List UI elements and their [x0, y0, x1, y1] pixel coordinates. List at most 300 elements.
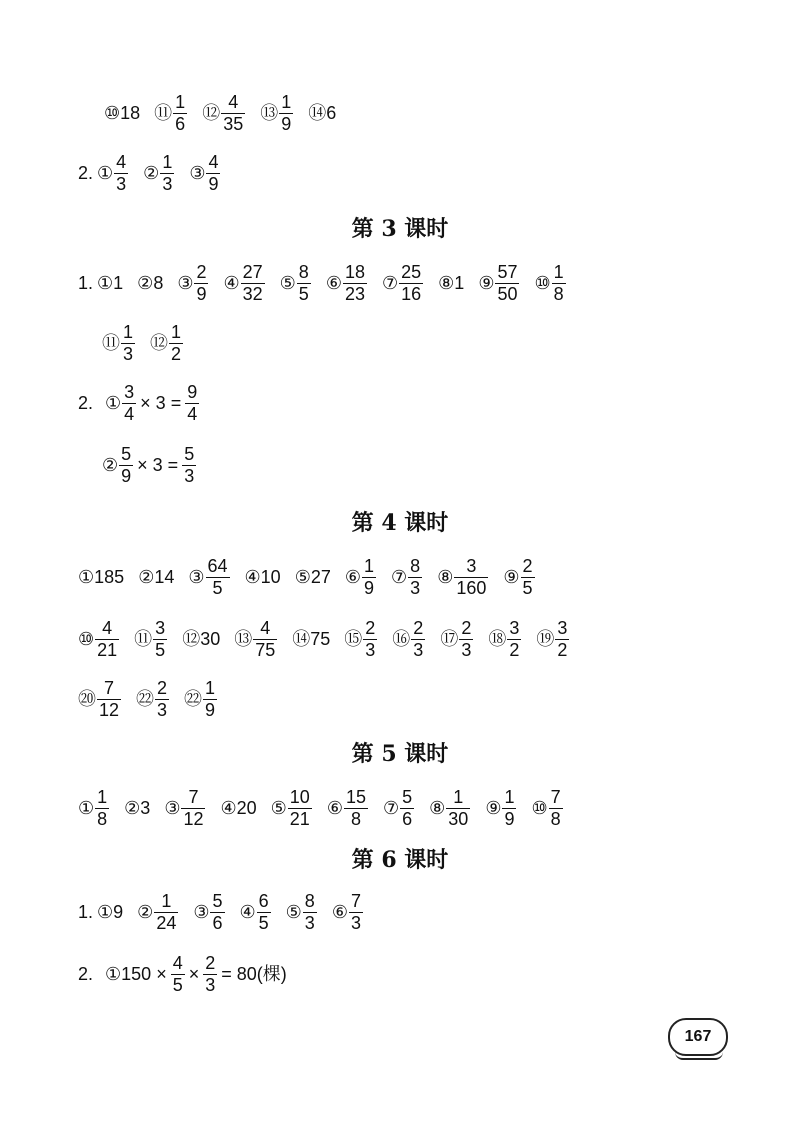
circled-number: ①: [105, 393, 122, 414]
numerator: 1: [123, 322, 134, 342]
fraction: [241, 262, 265, 305]
numerator: 3: [509, 618, 520, 638]
denominator: 160: [456, 577, 487, 598]
answer-value: 10: [260, 567, 281, 588]
answer-value: 75: [310, 629, 331, 650]
numerator: 4: [116, 152, 127, 172]
numerator: 1: [162, 152, 173, 172]
circled-number: ③: [193, 902, 210, 923]
circled-number: ⑬: [260, 103, 279, 124]
circled-number: ⑫: [182, 629, 201, 650]
numerator: 1: [364, 556, 375, 576]
section-heading-lesson-5: 第 5 课时: [351, 741, 449, 767]
denominator: 2: [557, 639, 568, 660]
fraction: [185, 382, 199, 425]
numerator: 2: [196, 262, 207, 282]
denominator: 2: [509, 639, 520, 660]
numerator: 2: [157, 678, 168, 698]
fraction: [495, 262, 519, 305]
denominator: 4: [187, 403, 198, 424]
answer-row-11: [78, 891, 378, 934]
numerator: 1: [171, 322, 182, 342]
denominator: 5: [212, 577, 223, 598]
denominator: 8: [550, 808, 561, 829]
numerator: 10: [289, 787, 310, 807]
section-heading-lesson-3: 第 3 课时: [351, 216, 449, 242]
denominator: 9: [121, 465, 132, 486]
section-heading-lesson-6: 第 6 课时: [351, 847, 449, 873]
fraction: [182, 444, 196, 487]
circled-number: ①: [78, 567, 95, 588]
circled-number: ⑫: [202, 103, 221, 124]
numerator: 1: [175, 92, 186, 112]
answer-item: [280, 262, 312, 305]
answer-item: [392, 618, 426, 661]
fraction: [344, 787, 368, 830]
fraction: [95, 787, 109, 830]
answer-row-10: [78, 787, 578, 830]
answer-item: [503, 556, 535, 599]
numerator: 6: [258, 891, 269, 911]
question-number: 1.: [78, 902, 94, 923]
fraction: [181, 787, 205, 830]
denominator: 3: [350, 912, 361, 933]
answer-item: [332, 891, 364, 934]
circled-number: ⑧: [438, 273, 455, 294]
question-number: 1.: [78, 273, 94, 294]
answer-item: [78, 787, 110, 830]
answer-item: [104, 104, 140, 122]
answer-item: [138, 568, 174, 586]
fraction: [154, 891, 178, 934]
circled-number: ⑩: [78, 629, 95, 650]
page-number-badge: 167: [668, 1018, 728, 1056]
numerator: 7: [550, 787, 561, 807]
circled-number: ①: [97, 273, 114, 294]
fraction: [210, 891, 224, 934]
denominator: 5: [172, 974, 183, 995]
fraction: [171, 953, 185, 996]
denominator: 30: [448, 808, 469, 829]
denominator: 21: [97, 639, 118, 660]
denominator: 3: [162, 173, 173, 194]
numerator: 57: [497, 262, 518, 282]
numerator: 1: [205, 678, 216, 698]
denominator: 9: [205, 699, 216, 720]
fraction: [114, 152, 128, 195]
fraction: [408, 556, 422, 599]
numerator: 5: [121, 444, 132, 464]
fraction: [97, 678, 121, 721]
denominator: 3: [184, 465, 195, 486]
answer-row-8: [78, 618, 584, 661]
answer-item: [534, 262, 566, 305]
circled-number: ⑪: [134, 629, 153, 650]
numerator: 4: [260, 618, 271, 638]
circled-number: ⑯: [392, 629, 411, 650]
circled-number: ②: [143, 163, 160, 184]
denominator: 3: [410, 577, 421, 598]
circled-number: ⑤: [285, 902, 302, 923]
circled-number: ⑨: [485, 798, 502, 819]
question-number: 2.: [78, 964, 94, 985]
circled-number: ④: [220, 798, 237, 819]
answer-item: [154, 92, 188, 135]
circled-number: ⑨: [503, 567, 520, 588]
numerator: 3: [557, 618, 568, 638]
circled-number: ④: [223, 273, 240, 294]
numerator: 27: [242, 262, 263, 282]
denominator: 24: [156, 912, 177, 933]
fraction: [253, 618, 277, 661]
answer-value: 185: [94, 567, 125, 588]
fraction: [362, 556, 376, 599]
circled-number: ③: [189, 163, 206, 184]
answer-item: [136, 678, 170, 721]
answer-row-2: [78, 152, 235, 195]
numerator: 5: [212, 891, 223, 911]
answer-item: [260, 92, 294, 135]
numerator: 9: [187, 382, 198, 402]
answer-item: [193, 891, 225, 934]
numerator: 15: [345, 787, 366, 807]
fraction: [221, 92, 245, 135]
numerator: 1: [97, 787, 108, 807]
answer-value: 1: [454, 273, 465, 294]
numerator: 7: [104, 678, 115, 698]
circled-number: ⑥: [344, 567, 362, 588]
circled-number: ⑦: [381, 273, 399, 294]
denominator: 4: [124, 403, 135, 424]
circled-number: ⑤: [294, 567, 311, 588]
denominator: 12: [99, 699, 120, 720]
circled-number: ⑩: [104, 103, 121, 124]
fraction: [288, 787, 312, 830]
answer-item: [383, 787, 415, 830]
fraction: [119, 444, 133, 487]
circled-number: ①: [78, 798, 95, 819]
numerator: 8: [410, 556, 421, 576]
circled-number: ⑥: [326, 798, 343, 819]
numerator: 3: [466, 556, 477, 576]
answer-item: [164, 787, 206, 830]
circled-number: ④: [244, 567, 261, 588]
circled-number: ⑤: [279, 273, 296, 294]
fraction: [153, 618, 167, 661]
fraction: [343, 262, 367, 305]
numerator: 3: [124, 382, 135, 402]
fraction: [303, 891, 317, 934]
answer-item: [143, 152, 175, 195]
numerator: 4: [172, 953, 183, 973]
numerator: 2: [205, 953, 216, 973]
denominator: 6: [175, 113, 186, 134]
answer-item: [134, 618, 168, 661]
numerator: 1: [504, 787, 515, 807]
answer-item: [150, 322, 184, 365]
circled-number: ②: [124, 798, 141, 819]
numerator: 18: [344, 262, 365, 282]
denominator: 3: [365, 639, 376, 660]
fraction: [399, 262, 423, 305]
numerator: 1: [161, 891, 172, 911]
fraction: [155, 678, 169, 721]
circled-number: ⑭: [292, 629, 311, 650]
answer-item: [137, 891, 179, 934]
fraction: [411, 618, 425, 661]
circled-number: ⑱: [488, 629, 507, 650]
fraction: [194, 262, 208, 305]
fraction: [349, 891, 363, 934]
circled-number: ⑬: [234, 629, 253, 650]
answer-item: [308, 104, 336, 122]
circled-number: ⑦: [383, 798, 400, 819]
numerator: 2: [365, 618, 376, 638]
circled-number: ⑥: [325, 273, 342, 294]
answer-value: 8: [153, 273, 164, 294]
answer-item: [345, 556, 377, 599]
circled-number: ①: [105, 964, 122, 985]
answer-row-9: [78, 678, 232, 721]
denominator: 3: [413, 639, 424, 660]
denominator: 9: [281, 113, 292, 134]
answer-row-3: [78, 262, 581, 305]
denominator: 50: [497, 283, 518, 304]
answer-value: 30: [200, 629, 221, 650]
fraction: [555, 618, 569, 661]
fraction: [279, 92, 293, 135]
circled-number: ⑩: [534, 273, 551, 294]
circled-number: ⑳: [78, 689, 96, 710]
answer-item: [286, 891, 318, 934]
answer-value: 14: [154, 567, 175, 588]
denominator: 6: [212, 912, 223, 933]
fraction: [203, 678, 217, 721]
answer-item: [531, 787, 563, 830]
operator-text: × 3 =: [137, 455, 179, 476]
circled-number: ①: [97, 163, 114, 184]
denominator: 5: [522, 577, 533, 598]
fraction: [160, 152, 174, 195]
denominator: 35: [223, 113, 244, 134]
numerator: 7: [350, 891, 361, 911]
denominator: 9: [364, 577, 375, 598]
expression-lead: 150 ×: [121, 964, 167, 985]
denominator: 5: [258, 912, 269, 933]
numerator: 7: [188, 787, 199, 807]
circled-number: ⑲: [536, 629, 555, 650]
answer-item: [327, 787, 369, 830]
fraction: [459, 618, 473, 661]
denominator: 3: [123, 343, 134, 364]
circled-number: ②: [102, 455, 119, 476]
circled-number: ⑤: [270, 798, 287, 819]
fraction: [521, 556, 535, 599]
circled-number: ⑮: [344, 629, 363, 650]
answer-item: [440, 618, 474, 661]
circled-number: ⑥: [331, 902, 348, 923]
fraction: [206, 556, 230, 599]
circled-number: ⑰: [440, 629, 459, 650]
answer-item: [478, 262, 520, 305]
answer-value: 18: [120, 103, 141, 124]
answer-item: [182, 630, 220, 648]
answer-value: 3: [140, 798, 151, 819]
question-number: 2.: [78, 393, 94, 414]
answer-item: [78, 678, 122, 721]
section-heading-lesson-4: 第 4 课时: [351, 510, 449, 536]
circled-number: ⑩: [531, 798, 548, 819]
answer-value: 9: [113, 902, 124, 923]
answer-item: [271, 787, 313, 830]
fraction: [173, 92, 187, 135]
fraction: [507, 618, 521, 661]
answer-item: [295, 568, 331, 586]
denominator: 6: [402, 808, 413, 829]
denominator: 32: [242, 283, 263, 304]
numerator: 2: [461, 618, 472, 638]
answer-row-12: [78, 953, 287, 996]
fraction: [400, 787, 414, 830]
fraction: [502, 787, 516, 830]
circled-number: ③: [164, 798, 181, 819]
denominator: 21: [289, 808, 310, 829]
denominator: 3: [304, 912, 315, 933]
denominator: 8: [97, 808, 108, 829]
numerator: 8: [304, 891, 315, 911]
operator-text: × 3 =: [140, 393, 182, 414]
fraction: [297, 262, 311, 305]
circled-number: ⑭: [308, 103, 327, 124]
answer-item: [97, 903, 123, 921]
numerator: 4: [208, 152, 219, 172]
expression-result: = 80(棵): [221, 964, 287, 985]
numerator: 8: [298, 262, 309, 282]
circled-number: ⑧: [429, 798, 446, 819]
circled-number: ㉒: [136, 689, 155, 710]
answer-item: [189, 152, 221, 195]
answer-item: [240, 891, 272, 934]
denominator: 2: [171, 343, 182, 364]
circled-number: ③: [177, 273, 194, 294]
numerator: 3: [155, 618, 166, 638]
fraction: [122, 382, 136, 425]
answer-row-6: [102, 444, 197, 487]
numerator: 5: [402, 787, 413, 807]
answer-item: [437, 556, 489, 599]
fraction: [552, 262, 566, 305]
answer-item: [177, 262, 209, 305]
circled-number: ③: [188, 567, 205, 588]
numerator: 2: [413, 618, 424, 638]
numerator: 4: [228, 92, 239, 112]
denominator: 3: [461, 639, 472, 660]
answer-value: 20: [236, 798, 257, 819]
fraction: [446, 787, 470, 830]
circled-number: ②: [138, 567, 155, 588]
circled-number: ④: [239, 902, 256, 923]
circled-number: ⑧: [437, 567, 454, 588]
answer-item: [188, 556, 230, 599]
numerator: 2: [522, 556, 533, 576]
answer-item: [488, 618, 522, 661]
circled-number: ②: [137, 273, 154, 294]
answer-item: [245, 568, 281, 586]
fraction: [203, 953, 217, 996]
answer-value: 1: [113, 273, 124, 294]
denominator: 9: [504, 808, 515, 829]
answer-item: [326, 262, 368, 305]
numerator: 5: [184, 444, 195, 464]
denominator: 75: [255, 639, 276, 660]
fraction: [121, 322, 135, 365]
numerator: 64: [207, 556, 228, 576]
fraction: [206, 152, 220, 195]
fraction: [169, 322, 183, 365]
answer-row-4: [102, 322, 198, 365]
answer-row-7: [78, 556, 550, 599]
denominator: 8: [350, 808, 361, 829]
answer-value: 27: [310, 567, 331, 588]
fraction: [257, 891, 271, 934]
denominator: 3: [116, 173, 127, 194]
answer-item: [438, 274, 464, 292]
fraction: [454, 556, 488, 599]
operator-text: ×: [188, 964, 200, 985]
denominator: 8: [553, 283, 564, 304]
circled-number: ⑨: [478, 273, 495, 294]
answer-item: [97, 274, 123, 292]
answer-item: [234, 618, 278, 661]
denominator: 5: [155, 639, 166, 660]
answer-value: 6: [326, 103, 337, 124]
answer-item: [97, 152, 129, 195]
answer-item: [429, 787, 471, 830]
circled-number: ⑦: [391, 567, 408, 588]
answer-item: [78, 568, 124, 586]
answer-item: [536, 618, 570, 661]
answer-item: [202, 92, 246, 135]
answer-item: [485, 787, 517, 830]
answer-item: [137, 274, 163, 292]
answer-row-1: [104, 92, 350, 135]
numerator: 1: [453, 787, 464, 807]
denominator: 3: [205, 974, 216, 995]
denominator: 9: [196, 283, 207, 304]
question-number: 2.: [78, 163, 94, 184]
denominator: 5: [298, 283, 309, 304]
fraction: [549, 787, 563, 830]
denominator: 12: [183, 808, 204, 829]
fraction: [95, 618, 119, 661]
numerator: 4: [102, 618, 113, 638]
answer-item: [223, 262, 265, 305]
denominator: 16: [401, 283, 422, 304]
numerator: 1: [281, 92, 292, 112]
denominator: 9: [208, 173, 219, 194]
answer-item: [184, 678, 218, 721]
circled-number: ⑪: [102, 333, 120, 354]
circled-number: ㉒: [184, 689, 203, 710]
answer-item: [102, 322, 136, 365]
answer-item: [220, 799, 256, 817]
answer-item: [78, 618, 120, 661]
answer-item: [292, 630, 330, 648]
answer-item: [124, 799, 150, 817]
fraction: [363, 618, 377, 661]
circled-number: ①: [97, 902, 114, 923]
denominator: 3: [157, 699, 168, 720]
